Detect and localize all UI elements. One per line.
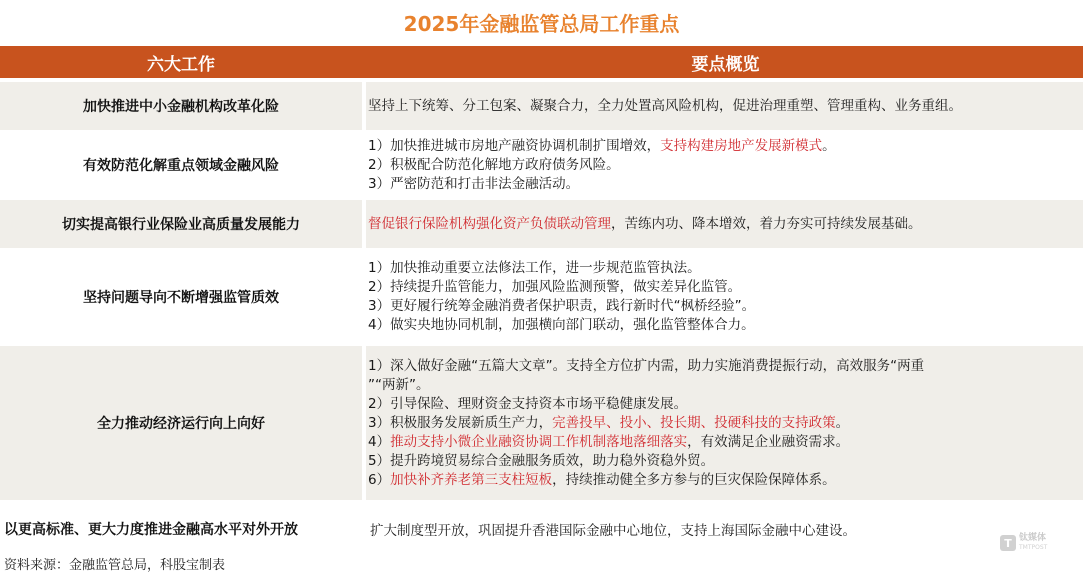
- table-row-last: [0, 512, 1083, 546]
- overview-text: 1）加快推动重要立法修法工作，进一步规范监管执法。: [368, 260, 701, 276]
- overview-cell: [368, 198, 1076, 250]
- highlight-text: 完善投早、投小、投长期、投硬科技的支持政策: [552, 414, 836, 431]
- overview-line: [368, 357, 1076, 376]
- overview-text: 3）积极服务发展新质生产力，: [368, 414, 553, 431]
- overview-text: 2）引导保险、理财资金支持资本市场平稳健康发展。: [368, 395, 688, 412]
- watermark-name: 钛媒体: [1019, 533, 1047, 543]
- header-col-tasks: 六大工作: [147, 54, 215, 75]
- overview-line: [368, 297, 1076, 316]
- task-label: 有效防范化解重点领域金融风险: [83, 158, 279, 174]
- overview-text: 6）: [368, 471, 391, 488]
- watermark-logo: [1000, 532, 1062, 554]
- overview-text: 4）做实央地协同机制，加强横向部门联动，强化监管整体合力。: [368, 317, 755, 333]
- overview-line: [368, 376, 1076, 395]
- overview-line: [368, 215, 1076, 234]
- task-label: 切实提高银行业保险业高质量发展能力: [62, 217, 300, 233]
- overview-text: ”“两新”。: [368, 376, 430, 393]
- overview-text: ，持续推动健全多方参与的巨灾保险保障体系。: [552, 471, 836, 488]
- overview-line: [368, 452, 1076, 471]
- overview-cell: [368, 344, 1076, 502]
- source-note: 资料来源：金融监管总局，科股宝制表: [4, 558, 226, 573]
- overview-text: ，苦练内功、降本增效，着力夯实可持续发展基础。: [611, 215, 922, 232]
- overview-cell: [368, 133, 1076, 197]
- overview-line: [368, 259, 1076, 278]
- overview-line: [368, 395, 1076, 414]
- overview-line: [368, 97, 1076, 116]
- overview-line: [368, 175, 1076, 194]
- tmtpost-logo-icon: T: [1000, 535, 1016, 551]
- overview-cell: [368, 80, 1076, 132]
- highlight-text: 支持构建房地产发展新模式: [660, 137, 823, 154]
- overview-text: 扩大制度型开放，巩固提升香港国际金融中心地位，支持上海国际金融中心建设。: [370, 523, 856, 539]
- header-col-overview: 要点概览: [691, 54, 760, 75]
- overview-text: 4）: [368, 433, 391, 450]
- task-label: 以更高标准、更大力度推进金融高水平对外开放: [4, 522, 298, 538]
- overview-text: 坚持上下统筹、分工包案、凝聚合力，全力处置高风险机构，促进治理重塑、管理重构、业务重组。: [368, 97, 962, 114]
- table-header: [0, 46, 1083, 78]
- overview-text: 5）提升跨境贸易综合金融服务质效，助力稳外资稳外贸。: [368, 452, 715, 469]
- task-label: 加快推进中小金融机构改革化险: [83, 99, 279, 115]
- overview-line: [368, 137, 1076, 156]
- watermark-sub: TMTPOST: [1019, 544, 1048, 551]
- highlight-text: 推动支持小微企业融资协调工作机制落地落细落实: [390, 433, 688, 450]
- overview-line: [368, 471, 1076, 490]
- page-title: 2025年金融监管总局工作重点: [403, 11, 680, 36]
- table-row: [0, 344, 1083, 502]
- overview-text: 3）严密防范和打击非法金融活动。: [368, 175, 580, 192]
- overview-text: ，有效满足企业融资需求。: [687, 433, 850, 450]
- overview-text: 1）加快推进城市房地产融资协调机制扩围增效，: [368, 137, 661, 154]
- table-row: [0, 198, 1083, 250]
- overview-text: 1）深入做好金融“五篇大文章”。支持全方位扩内需，助力实施消费提振行动，高效服务“两重: [368, 357, 925, 374]
- highlight-text: 督促银行保险机构强化资产负债联动管理: [368, 215, 611, 232]
- table-row: [0, 251, 1083, 343]
- overview-text: 2）持续提升监管能力，加强风险监测预警，做实差异化监管。: [368, 279, 742, 295]
- overview-text: 2）积极配合防范化解地方政府债务风险。: [368, 156, 620, 173]
- overview-cell: [368, 251, 1076, 343]
- table-row: [0, 133, 1083, 197]
- overview-line: [368, 433, 1076, 452]
- overview-line: [368, 156, 1076, 175]
- overview-line: [368, 316, 1076, 335]
- task-label: 全力推动经济运行向上向好: [97, 416, 265, 432]
- overview-line: [368, 278, 1076, 297]
- table-row: [0, 80, 1083, 132]
- overview-text: 。: [835, 414, 850, 431]
- overview-text: 3）更好履行统筹金融消费者保护职责，践行新时代“枫桥经验”。: [368, 298, 756, 314]
- overview-line: [368, 414, 1076, 433]
- overview-text: 。: [822, 137, 836, 154]
- task-label: 坚持问题导向不断增强监管质效: [83, 290, 279, 306]
- highlight-text: 加快补齐养老第三支柱短板: [390, 471, 553, 488]
